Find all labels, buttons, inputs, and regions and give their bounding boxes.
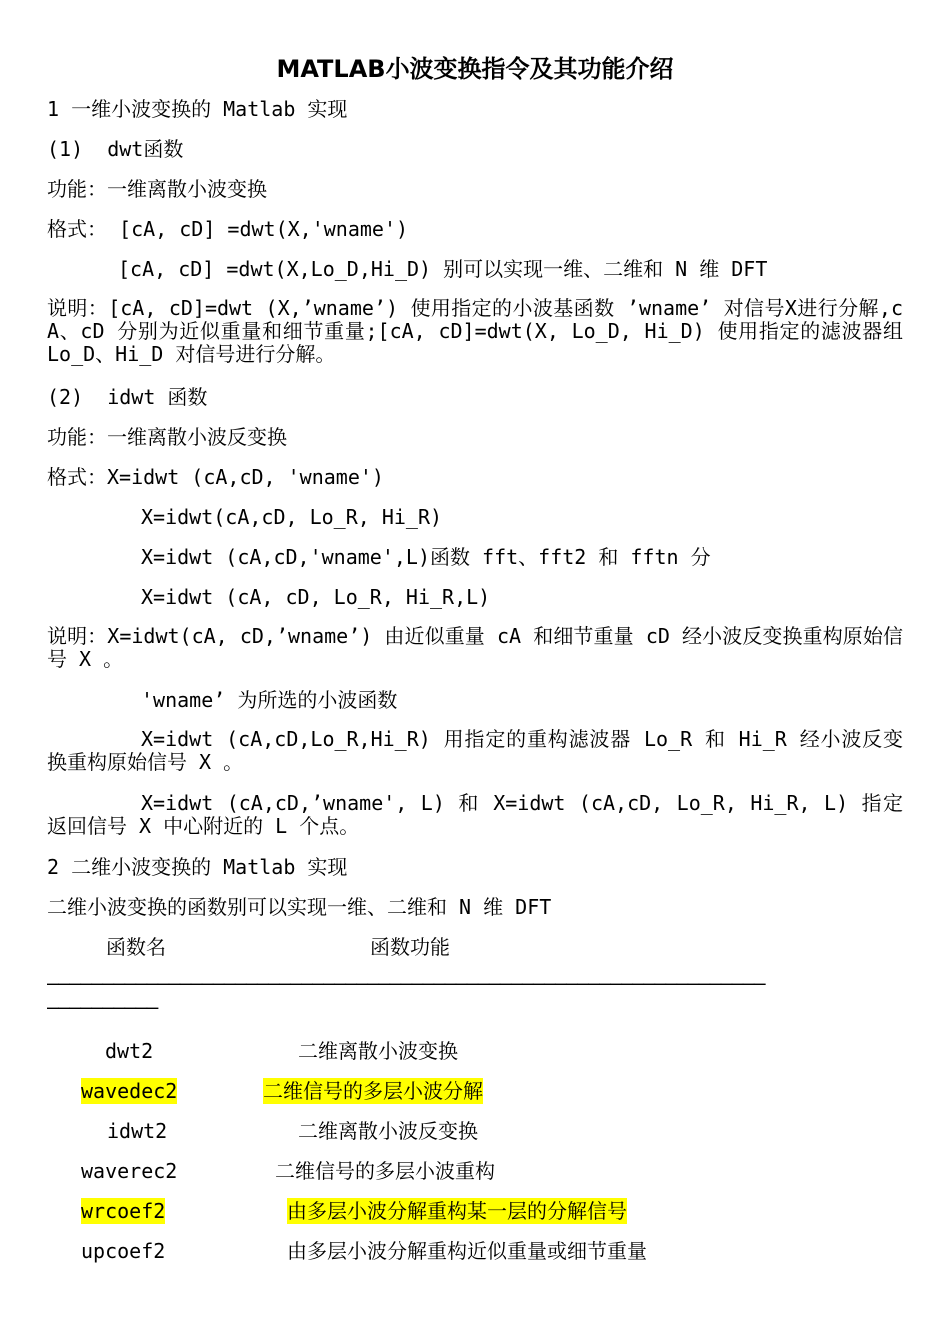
table-row-desc: 二维离散小波变换	[298, 1039, 458, 1063]
idwt-description-4: X=idwt (cA,cD,’wname', L) 和 X=idwt (cA,cD, Lo_R, Hi_R, L) 指定返回信号 X 中心附近的 L 个点。	[47, 791, 903, 838]
table-header-function: 函数功能	[370, 935, 450, 959]
table-divider-line-1: —————————————————————————————————————————————————————————————————	[47, 971, 765, 995]
section2-intro: 二维小波变换的函数别可以实现一维、二维和 N 维 DFT	[47, 895, 552, 919]
table-row-name: upcoef2	[81, 1239, 166, 1263]
idwt-description-3: X=idwt (cA,cD,Lo_R,Hi_R) 用指定的重构滤波器 Lo_R 和 Hi_R 经小波反变换重构原始信号 X 。	[47, 727, 903, 774]
idwt-heading: (2) idwt 函数	[47, 385, 208, 409]
dwt-function-line: 功能：一维离散小波变换	[47, 177, 267, 201]
idwt-format-line-3: X=idwt (cA,cD,'wname',L)函数 fft、fft2 和 fftn 分	[141, 545, 711, 569]
dwt-format-line-1: 格式： [cA, cD] =dwt(X,'wname')	[47, 217, 409, 241]
table-row-name: wavedec2	[81, 1079, 178, 1103]
table-row-desc: 二维离散小波反变换	[298, 1119, 478, 1143]
table-row-name: dwt2	[105, 1039, 154, 1063]
dwt-format-line-2: [cA, cD] =dwt(X,Lo_D,Hi_D) 别可以实现一维、二维和 N 维 DFT	[118, 257, 768, 281]
table-divider-line-2: ——————————	[47, 995, 158, 1019]
idwt-function-line: 功能：一维离散小波反变换	[47, 425, 287, 449]
table-row-name: wrcoef2	[81, 1199, 166, 1223]
dwt-heading: (1) dwt函数	[47, 137, 184, 161]
idwt-format-line-2: X=idwt(cA,cD, Lo_R, Hi_R)	[141, 505, 443, 529]
table-row-name: idwt2	[107, 1119, 168, 1143]
table-row-desc: 二维信号的多层小波重构	[275, 1159, 495, 1183]
idwt-description-2: 'wname’ 为所选的小波函数	[141, 688, 398, 712]
table-row-desc: 二维信号的多层小波分解	[263, 1079, 483, 1103]
idwt-description-1: 说明：X=idwt(cA, cD,’wname’) 由近似重量 cA 和细节重量 cD 经小波反变换重构原始信号 X 。	[47, 624, 903, 671]
idwt-format-line-4: X=idwt (cA, cD, Lo_R, Hi_R,L)	[141, 585, 491, 609]
idwt-format-line-1: 格式：X=idwt (cA,cD, 'wname')	[47, 465, 384, 489]
section2-heading: 2 二维小波变换的 Matlab 实现	[47, 855, 348, 879]
dwt-description: 说明：[cA, cD]=dwt (X,’wname’) 使用指定的小波基函数 ’wname’ 对信号X进行分解,cA、cD 分别为近似重量和细节重量;[cA, cD]=dwt(X, Lo_D, Hi_D) 使用指定的滤波器组 Lo_D、Hi_D 对信号进行分解。	[47, 296, 903, 366]
document-title: MATLAB小波变换指令及其功能介绍	[276, 55, 674, 83]
section1-heading: 1 一维小波变换的 Matlab 实现	[47, 97, 348, 121]
table-row-desc: 由多层小波分解重构近似重量或细节重量	[287, 1239, 647, 1263]
table-row-name: waverec2	[81, 1159, 178, 1183]
table-row-desc: 由多层小波分解重构某一层的分解信号	[287, 1199, 627, 1223]
table-header-name: 函数名	[106, 935, 166, 959]
